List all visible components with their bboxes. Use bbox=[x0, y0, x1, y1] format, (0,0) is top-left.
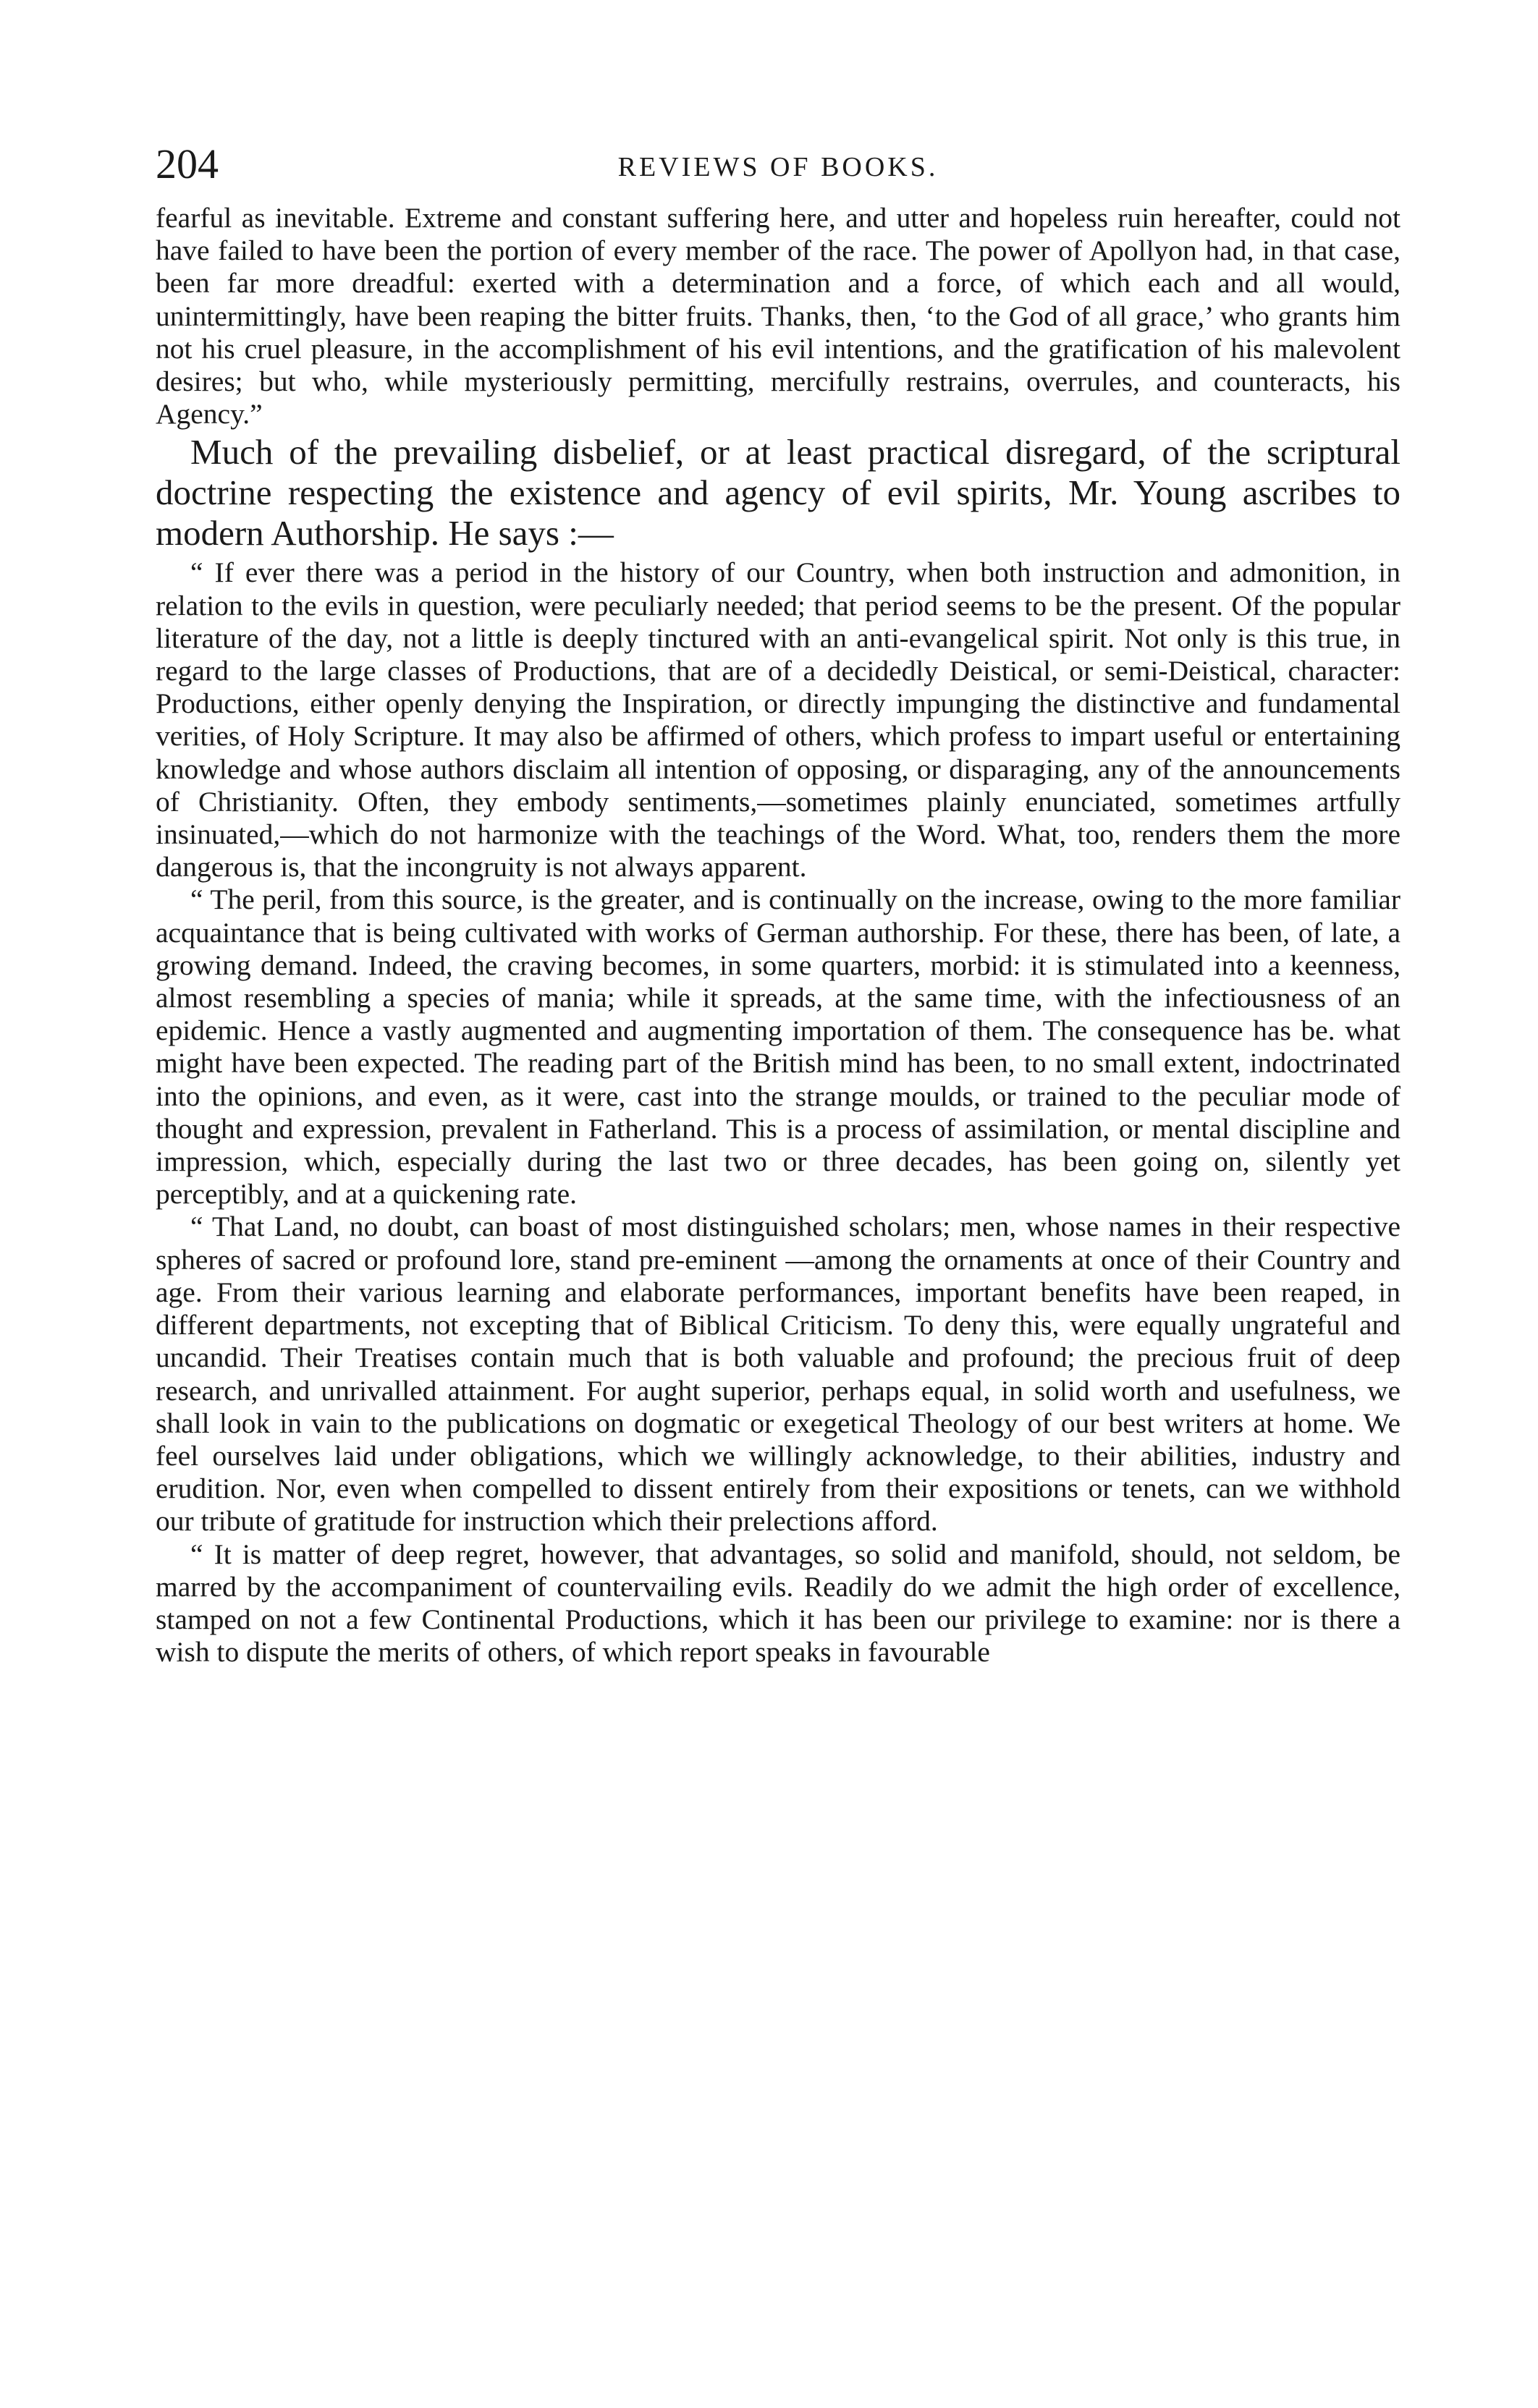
quotation-paragraph-1: “ If ever there was a period in the history of our Country, when both instruction and admonition, in relation to the evils in question, were peculiarly needed; that period seems to be the present. Of the popular literature of the day, not a little is deeply tinctured with an anti-evangelical spirit. Not only is this true, in regard to the large classes of Productions, that are of a decidedly Deistical, or semi-Deistical, character: Productions, either openly denying the Inspiration, or directly impunging the distinctive and fundamental verities, of Holy Scripture. It may also be affirmed of others, which profess to impart useful or entertaining knowledge and whose authors disclaim all intention of opposing, or disparaging, any of the announcements of Christianity. Often, they embody sentiments,—sometimes plainly enunciated, sometimes artfully insinuated,—which do not harmonize with the teachings of the Word. What, too, renders them the more dangerous is, that the incongruity is not always apparent. bbox=[156, 556, 1400, 883]
book-page bbox=[156, 141, 1400, 1669]
quotation-paragraph-4: “ It is matter of deep regret, however, that advantages, so solid and manifold, should, not seldom, be marred by the accompaniment of countervailing evils. Readily do we admit the high order of excellence, stamped on not a few Continental Productions, which it has been our privilege to examine: nor is there a wish to dispute the merits of others, of which report speaks in favourable bbox=[156, 1538, 1400, 1669]
quotation-paragraph-3: “ That Land, no doubt, can boast of most distinguished scholars; men, whose names in their respective spheres of sacred or profound lore, stand pre-eminent —among the ornaments at once of their Country and age. From their various learning and elaborate performances, important benefits have been reaped, in different departments, not excepting that of Biblical Criticism. To deny this, were equally ungrateful and uncandid. Their Treatises contain much that is both valuable and profound; the precious fruit of deep research, and unrivalled attainment. For aught superior, perhaps equal, in solid worth and usefulness, we shall look in vain to the publications on dogmatic or exegetical Theology of our best writers at home. We feel ourselves laid under obligations, which we willingly acknowledge, to their abilities, industry and erudition. Nor, even when compelled to dissent entirely from their expositions or tenets, can we withhold our tribute of gratitude for instruction which their prelections afford. bbox=[156, 1211, 1400, 1538]
running-head bbox=[156, 141, 1400, 199]
running-title: REVIEWS OF BOOKS. bbox=[617, 152, 939, 182]
body-paragraph: Much of the prevailing disbelief, or at least practical disregard, of the scriptural doctrine respecting the existence and agency of evil spirits, Mr. Young ascribes to modern Authorship. He says :— bbox=[156, 432, 1400, 554]
quotation-paragraph-2: “ The peril, from this source, is the greater, and is continually on the increase, owing to the more familiar acquaintance that is being cultivated with works of German authorship. For these, there has been, of late, a growing demand. Indeed, the craving becomes, in some quarters, morbid: it is stimulated into a keenness, almost resembling a species of mania; while it spreads, at the same time, with the infectiousness of an epidemic. Hence a vastly augmented and augmenting importation of them. The consequence has be. what might have been expected. The reading part of the British mind has been, to no small extent, indoctrinated into the opinions, and even, as it were, cast into the strange moulds, or trained to the peculiar mode of thought and expression, prevalent in Fatherland. This is a process of assimilation, or mental discipline and impression, which, especially during the last two or three decades, has been going on, silently yet perceptibly, and at a quickening rate. bbox=[156, 883, 1400, 1211]
page-number: 204 bbox=[156, 140, 219, 187]
quotation-continuation-paragraph: fearful as inevitable. Extreme and constant suffering here, and utter and hopeless ruin hereafter, could not have failed to have been the portion of every member of the race. The power of Apollyon had, in that case, been far more dreadful: exerted with a determination and a force, of which each and all would, unintermittingly, have been reaping the bitter fruits. Thanks, then, ‘to the God of all grace,’ who grants him not his cruel pleasure, in the accomplishment of his evil intentions, and the gratification of his malevolent desires; but who, while mysteriously permitting, mercifully restrains, overrules, and counteracts, his Agency.” bbox=[156, 202, 1400, 431]
